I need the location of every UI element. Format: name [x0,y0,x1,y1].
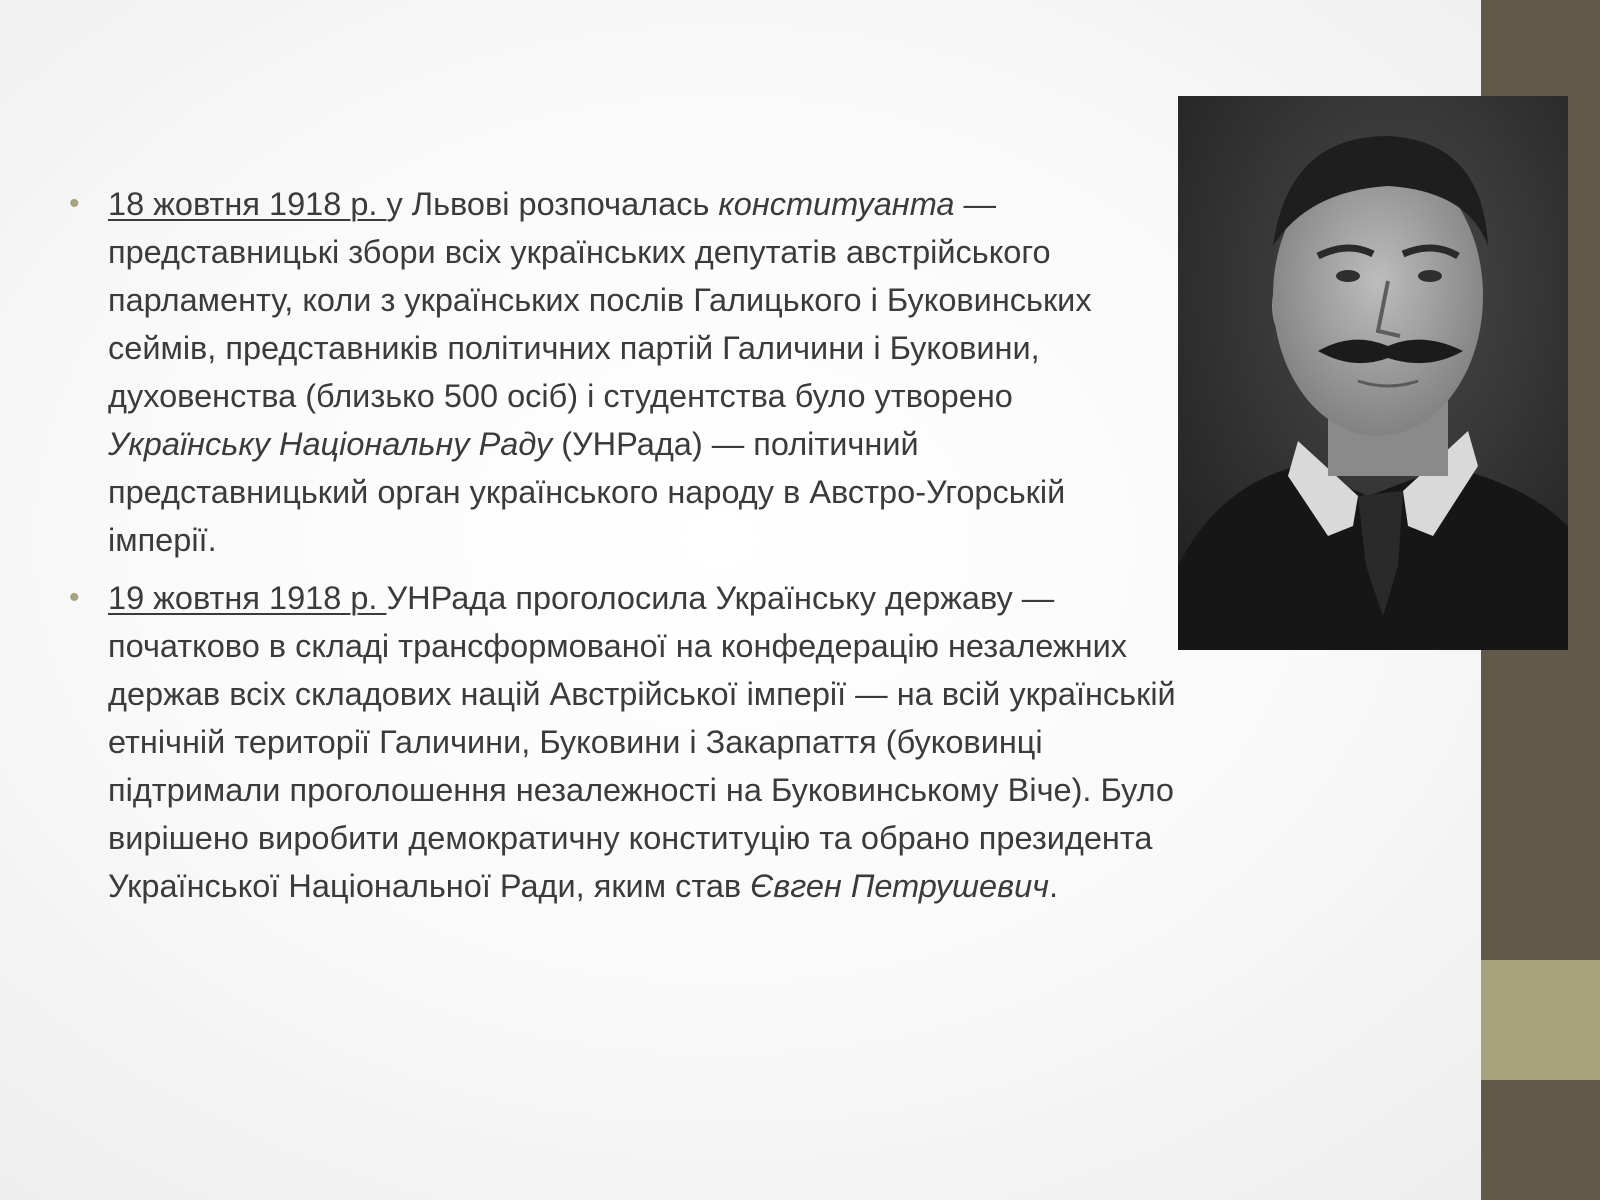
bullet-icon: • [69,187,80,220]
bullet-item-1 [66,180,1176,564]
bullet-icon: • [69,581,80,614]
body-text: — представницькі збори всіх українських депутатів австрійського парламенту, коли з українських послів Галицького і Буковинських сеймів, представників політичних партій Галичини і Буковини, духовенства (близько 500 осіб) і студентства було утворено [108,186,1092,414]
portrait-photo [1178,96,1568,650]
body-text: у Львові розпочалась [386,186,719,222]
body-text: УНРада проголосила Українську державу — початково в складі трансформованої на конфедерацію незалежних держав всіх складових націй Австрійської імперії — на всій українській етнічній території Галичини, Буковини і Закарпаття (буковинці підтримали проголошення незалежності на Буковинському Віче). Було вирішено виробити демократичну конституцію та обрано президента Української Національної Ради, яким став [108,580,1176,904]
term-text: конституанта [718,186,955,222]
portrait-illustration [1178,96,1568,650]
sidebar-accent-block [1481,960,1600,1080]
bullet-list [66,180,1176,910]
person-name-text: Євген Петрушевич [750,868,1049,904]
date-text: 19 жовтня 1918 р. [108,580,387,616]
bullet-item-2 [66,574,1176,910]
date-text: 18 жовтня 1918 р. [108,186,387,222]
body-text: . [1048,868,1059,904]
org-name-text: Українську Національну Раду [108,426,553,462]
slide-content [66,180,1176,920]
body-text: (УНРада) — політичний представницький орган українського народу в Австро-Угорській імперії. [108,426,1066,558]
